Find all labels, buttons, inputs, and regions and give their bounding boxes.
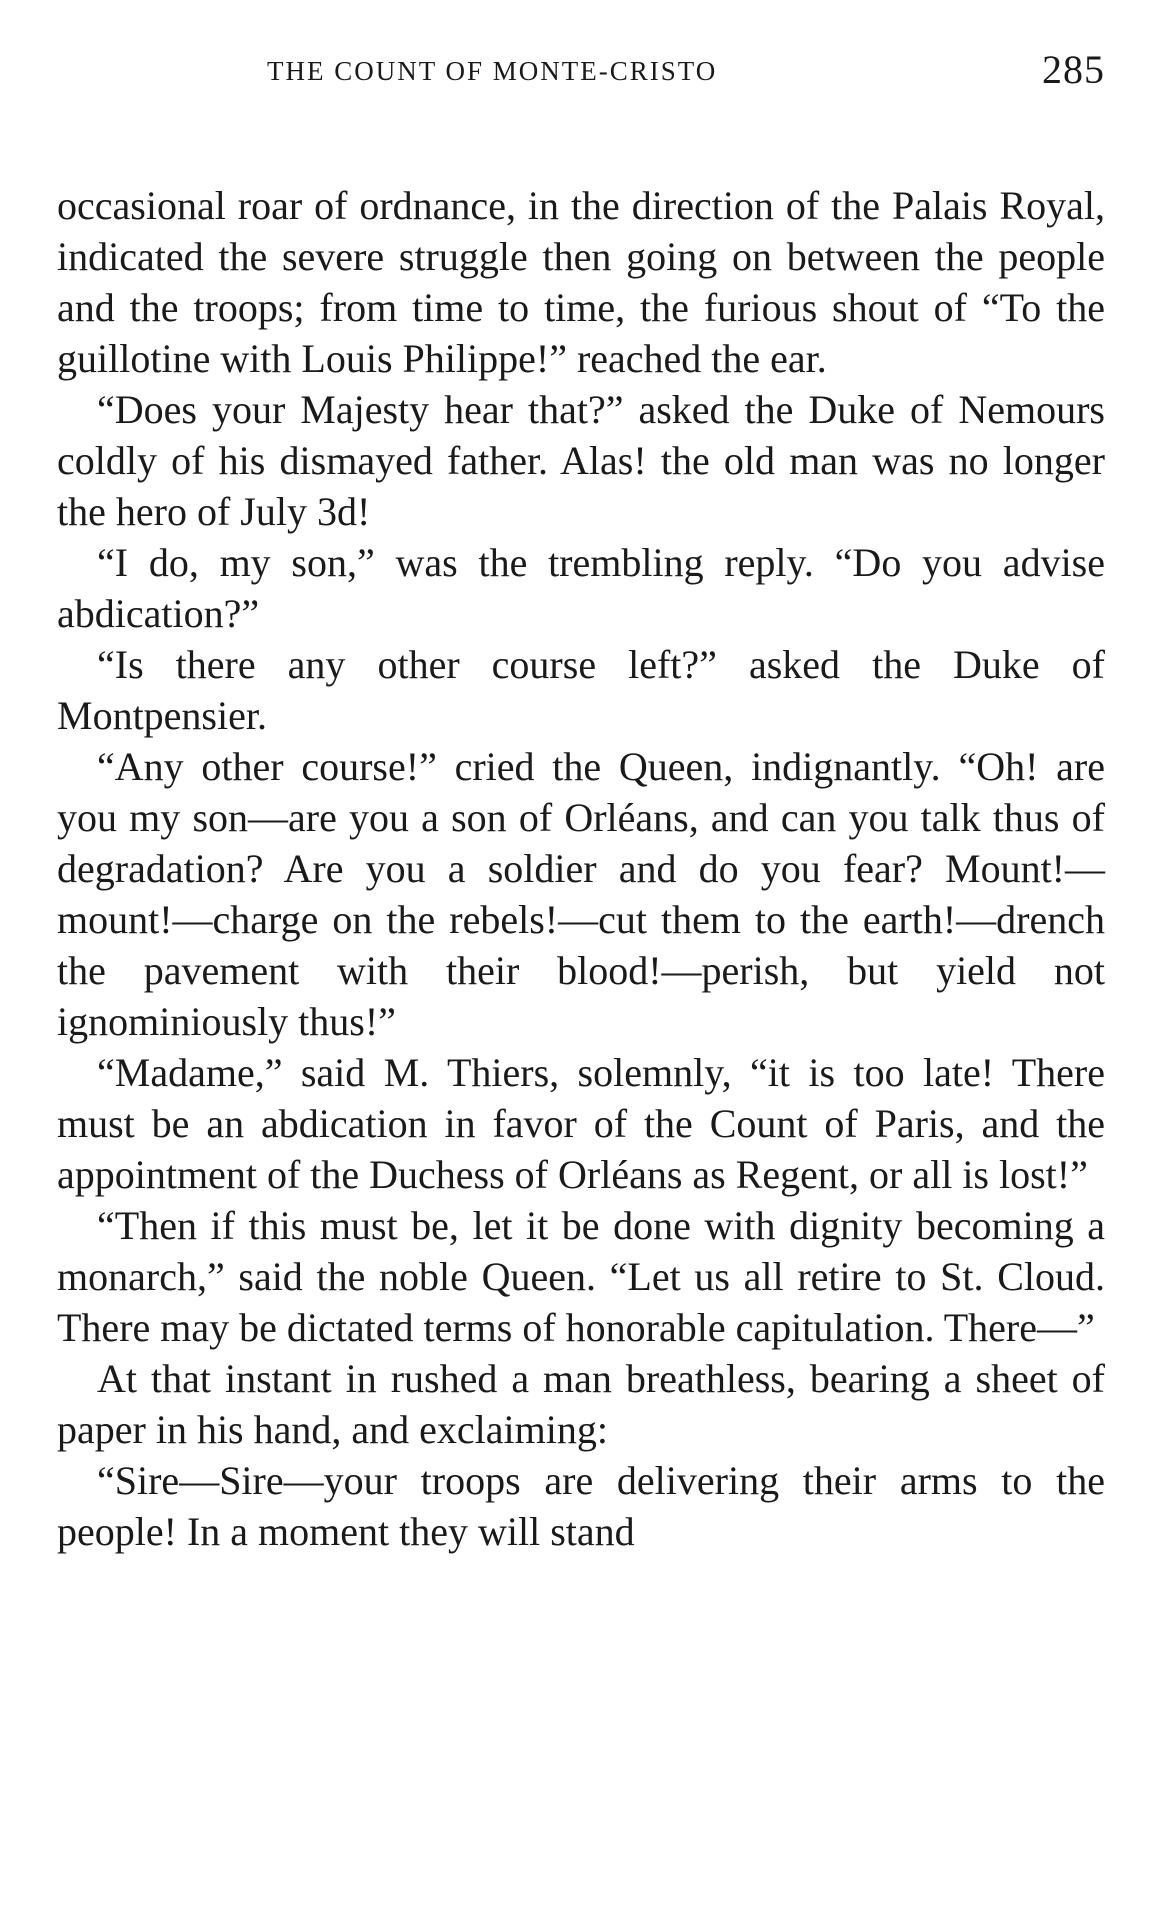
page-number: 285 [1042, 47, 1105, 92]
paragraph: “Any other course!” cried the Queen, indignantly. “Oh! are you my son—are you a son of Orléans, and can you talk thus of degradation? Are you a soldier and do you fear? Mount!—mount!—charge on the rebels!—cut them to the earth!—drench the pavement with their blood!—perish, but yield not ignominiously thus!” [57, 744, 1105, 1044]
paragraph: “Sire—Sire—your troops are delivering their arms to the people! In a moment they will stand [57, 1458, 1105, 1554]
paragraph: “Is there any other course left?” asked the Duke of Montpensier. [57, 642, 1105, 738]
paragraph: “Madame,” said M. Thiers, solemnly, “it is too late! There must be an abdication in favor of the Count of Paris, and the appointment of the Duchess of Orléans as Regent, or all is lost!” [57, 1050, 1105, 1197]
paragraph: At that instant in rushed a man breathless, bearing a sheet of paper in his hand, and exclaiming: [57, 1356, 1105, 1452]
body-text [57, 180, 1105, 1557]
paragraph: “Does your Majesty hear that?” asked the Duke of Nemours coldly of his dismayed father. Alas! the old man was no longer the hero of July 3d! [57, 387, 1105, 534]
paragraph: “Then if this must be, let it be done with dignity becoming a monarch,” said the noble Queen. “Let us all retire to St. Cloud. There may be dictated terms of honorable capitulation. There—” [57, 1203, 1105, 1350]
running-head [57, 40, 1105, 110]
paragraph: occasional roar of ordnance, in the direction of the Palais Royal, indicated the severe struggle then going on between the people and the troops; from time to time, the furious shout of “To the guillotine with Louis Philippe!” reached the ear. [57, 183, 1105, 381]
running-title: THE COUNT OF MONTE-CRISTO [267, 56, 718, 86]
paragraph: “I do, my son,” was the trembling reply. “Do you advise abdication?” [57, 540, 1105, 636]
